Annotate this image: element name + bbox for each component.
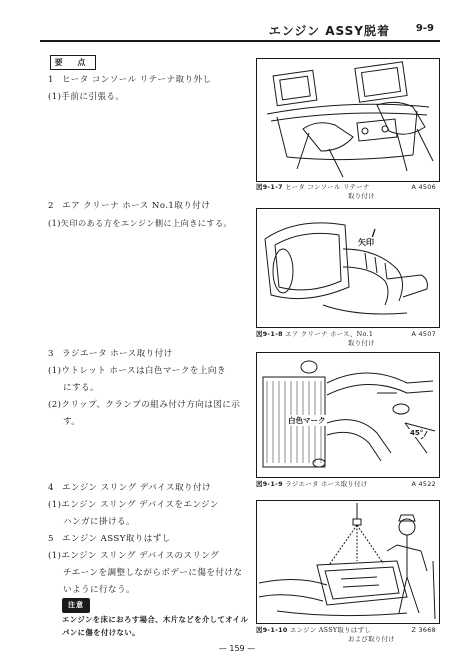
figure-2-code: A 4507 bbox=[411, 330, 436, 338]
step-4-sub1a: (1)エンジン スリング デバイスをエンジン bbox=[48, 500, 219, 510]
step-5-title: 5 エンジン ASSY取りはずし bbox=[48, 534, 171, 544]
figure-2-caption-line2: 取り付け bbox=[348, 339, 375, 347]
step-3-sub1a: (1)ウトレット ホースは白色マークを上向き bbox=[48, 366, 226, 376]
figure-radiator-hose bbox=[256, 352, 440, 478]
header-title: エンジン ASSY脱着 bbox=[268, 24, 390, 38]
figure-2-id: 図9-1-8 bbox=[256, 330, 283, 338]
figure-4-caption-text: エンジン ASSY取りはずし bbox=[289, 626, 371, 634]
step-4 bbox=[48, 480, 248, 531]
figure-1-caption-text: ヒータ コンソール リテーナ bbox=[285, 183, 370, 191]
figure-2-caption bbox=[256, 330, 438, 348]
figure-1-code: A 4506 bbox=[411, 183, 436, 191]
figure-heater-console-retainer bbox=[256, 58, 440, 182]
step-3 bbox=[48, 346, 248, 431]
engine-removal-illustration bbox=[257, 501, 439, 623]
figure-4-caption bbox=[256, 626, 438, 644]
page-number: — 159 — bbox=[218, 644, 256, 653]
step-5-sub1c: いように行なう。 bbox=[63, 585, 135, 595]
step-3-sub2a: (2)クリップ、クランプの組み付け方向は図に示 bbox=[48, 400, 241, 410]
header-rule bbox=[40, 40, 440, 42]
step-5 bbox=[48, 531, 248, 599]
figure-1-caption-line2: 取り付け bbox=[348, 192, 375, 200]
air-cleaner-illustration bbox=[257, 209, 439, 327]
heater-console-illustration bbox=[257, 59, 439, 181]
header-section-number: 9-9 bbox=[415, 23, 434, 34]
figure-3-id: 図9-1-9 bbox=[256, 480, 283, 488]
figure-air-cleaner-hose bbox=[256, 208, 440, 328]
figure-4-code: Z 3668 bbox=[411, 626, 436, 634]
step-2-title: 2 エア クリーナ ホース No.1取り付け bbox=[48, 201, 211, 211]
figure-4-id: 図9-1-10 bbox=[256, 626, 288, 634]
step-3-title: 3 ラジエータ ホース取り付け bbox=[48, 349, 173, 359]
step-2-sub1: (1)矢印のある方をエンジン側に上向きにする。 bbox=[48, 218, 233, 228]
caution-label: 注意 bbox=[62, 598, 90, 613]
angle-label: 45° bbox=[410, 429, 424, 437]
step-1-title: 1 ヒータ コンソール リテーナ取り外し bbox=[48, 75, 212, 85]
arrow-label: 矢印 bbox=[358, 238, 374, 247]
step-5-sub1b: チエーンを調整しながらボデーに傷を付けな bbox=[63, 568, 243, 578]
page-header bbox=[40, 18, 440, 42]
white-mark-label: 白色マーク bbox=[288, 416, 326, 425]
step-4-sub1b: ハンガに掛ける。 bbox=[63, 517, 135, 527]
caution-line-1: エンジンを床におろす場合、木片などを介してオイル bbox=[62, 615, 249, 624]
key-points-label: 要 点 bbox=[50, 55, 96, 70]
step-1 bbox=[48, 72, 248, 106]
step-1-sub1: (1)手前に引張る。 bbox=[48, 92, 125, 102]
figure-2-caption-text: エア クリーナ ホース、No.1 bbox=[285, 330, 374, 338]
figure-engine-removal bbox=[256, 500, 440, 624]
figure-3-caption-text: ラジエータ ホース取り付け bbox=[285, 480, 368, 488]
step-4-title: 4 エンジン スリング デバイス取り付け bbox=[48, 483, 211, 493]
caution-note bbox=[48, 598, 248, 639]
figure-3-code: A 4522 bbox=[411, 480, 436, 488]
caution-line-2: パンに傷を付けない。 bbox=[62, 628, 140, 637]
step-3-sub2b: す。 bbox=[63, 417, 81, 427]
radiator-hose-illustration bbox=[257, 353, 439, 477]
step-3-sub1b: にする。 bbox=[63, 383, 99, 393]
step-5-sub1a: (1)エンジン スリング デバイスのスリング bbox=[48, 551, 220, 561]
step-2 bbox=[48, 198, 253, 232]
figure-1-caption bbox=[256, 183, 438, 201]
figure-4-caption-line2: および取り付け bbox=[348, 635, 395, 643]
figure-1-id: 図9-1-7 bbox=[256, 183, 283, 191]
figure-3-caption bbox=[256, 480, 438, 489]
